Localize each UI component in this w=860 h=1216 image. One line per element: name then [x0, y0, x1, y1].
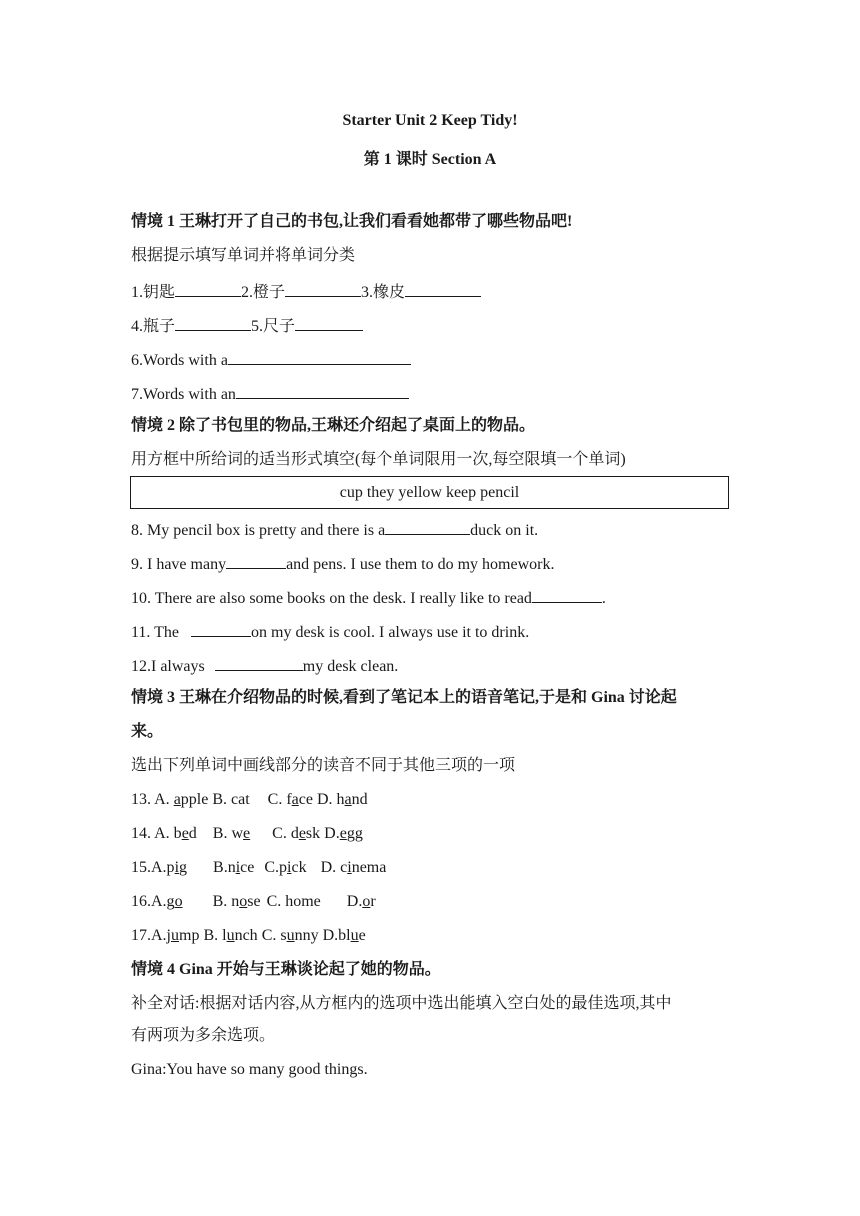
q4-blank[interactable] [175, 314, 251, 331]
q14-option-d[interactable]: D.egg [324, 825, 363, 842]
situation2-heading: 情境 2 除了书包里的物品,王琳还介绍起了桌面上的物品。 [131, 417, 536, 434]
situation1-heading: 情境 1 王琳打开了自己的书包,让我们看看她都带了哪些物品吧! [131, 213, 573, 230]
q17-option-b[interactable]: B. lunch [203, 927, 258, 944]
q16-option-a[interactable]: A.go [151, 893, 183, 910]
q16-option-d[interactable]: D.or [346, 893, 376, 910]
question-10 [131, 586, 606, 609]
q15-option-b[interactable]: B.nice [213, 859, 255, 876]
question-9 [131, 552, 554, 575]
q8-prompt: 8. My pencil box is pretty and there is a [131, 522, 386, 539]
q9-suffix: and pens. I use them to do my homework. [286, 556, 555, 573]
q10-suffix: . [601, 590, 606, 607]
situation2-instruction: 用方框中所给词的适当形式填空(每个单词限用一次,每空限填一个单词) [131, 451, 626, 468]
q17-option-a[interactable]: A.jump [151, 927, 200, 944]
question-8 [131, 518, 538, 541]
situation1-instruction: 根据提示填写单词并将单词分类 [131, 247, 356, 264]
q13-option-c[interactable]: C. face [267, 791, 313, 808]
q14-option-c[interactable]: C. desk [272, 825, 321, 842]
question-16 [131, 892, 376, 912]
question-row-4-5 [131, 314, 363, 337]
q2-prompt: 2.橙子 [241, 284, 286, 301]
page-subtitle: 第 1 课时 Section A [363, 151, 497, 168]
q17-option-c[interactable]: C. sunny [261, 927, 319, 944]
question-11 [131, 620, 529, 643]
page-title: Starter Unit 2 Keep Tidy! [342, 112, 518, 129]
q11-suffix: on my desk is cool. I always use it to drink. [251, 624, 530, 641]
question-17 [131, 926, 366, 946]
q15-option-d[interactable]: D. cinema [320, 859, 387, 876]
q7-prompt: 7.Words with an [131, 386, 236, 403]
q9-blank[interactable] [226, 552, 286, 569]
q10-blank[interactable] [532, 586, 602, 603]
question-15 [131, 858, 386, 878]
situation3-instruction: 选出下列单词中画线部分的读音不同于其他三项的一项 [131, 757, 516, 774]
q13-number: 13. [131, 791, 151, 808]
q12-suffix: my desk clean. [302, 658, 399, 675]
q3-prompt: 3.橡皮 [361, 284, 406, 301]
q11-blank[interactable] [191, 620, 251, 637]
word-box: cup they yellow keep pencil [130, 476, 729, 509]
q14-number: 14. [131, 825, 151, 842]
q5-blank[interactable] [295, 314, 363, 331]
situation4-instruction-line1: 补全对话:根据对话内容,从方框内的选项中选出能填入空白处的最佳选项,其中 [131, 995, 672, 1012]
q17-number: 17. [131, 927, 151, 944]
situation3-heading-line1: 情境 3 王琳在介绍物品的时候,看到了笔记本上的语音笔记,于是和 Gina 讨论起 [131, 689, 677, 706]
q15-option-a[interactable]: A.pig [151, 859, 188, 876]
q3-blank[interactable] [405, 280, 481, 297]
q10-prompt: 10. There are also some books on the desk. I really like to read [131, 590, 532, 607]
q17-option-d[interactable]: D.blue [322, 927, 366, 944]
q16-option-c[interactable]: C. home [266, 893, 321, 910]
q1-prompt: 1.钥匙 [131, 284, 176, 301]
q6-prompt: 6.Words with a [131, 352, 228, 369]
q13-option-d[interactable]: D. hand [316, 791, 368, 808]
question-row-1-3 [131, 280, 481, 303]
q12-prompt: 12.I always [131, 658, 209, 675]
q15-option-c[interactable]: C.pick [264, 859, 307, 876]
dialog-line-1: Gina:You have so many good things. [131, 1061, 368, 1078]
q16-option-b[interactable]: B. nose [212, 893, 261, 910]
question-7 [131, 382, 409, 405]
q11-prompt: 11. The [131, 624, 183, 641]
question-14 [131, 824, 363, 844]
q15-number: 15. [131, 859, 151, 876]
situation3-heading-line2: 来。 [131, 723, 164, 740]
q1-blank[interactable] [175, 280, 241, 297]
question-6 [131, 348, 411, 371]
q7-blank[interactable] [236, 382, 409, 399]
q12-blank[interactable] [215, 654, 303, 671]
q13-option-a[interactable]: A. apple [154, 791, 209, 808]
q6-blank[interactable] [228, 348, 411, 365]
q14-option-b[interactable]: B. we [212, 825, 251, 842]
q2-blank[interactable] [285, 280, 361, 297]
situation4-heading: 情境 4 Gina 开始与王琳谈论起了她的物品。 [131, 961, 441, 978]
q9-prompt: 9. I have many [131, 556, 227, 573]
situation4-instruction-line2: 有两项为多余选项。 [131, 1027, 276, 1044]
q16-number: 16. [131, 893, 151, 910]
q14-option-a[interactable]: A. bed [154, 825, 197, 842]
question-12 [131, 654, 398, 677]
q8-blank[interactable] [385, 518, 470, 535]
q4-prompt: 4.瓶子 [131, 318, 176, 335]
q8-suffix: duck on it. [470, 522, 539, 539]
q13-option-b[interactable]: B. cat [212, 791, 250, 808]
question-13 [131, 790, 368, 810]
q5-prompt: 5.尺子 [251, 318, 296, 335]
